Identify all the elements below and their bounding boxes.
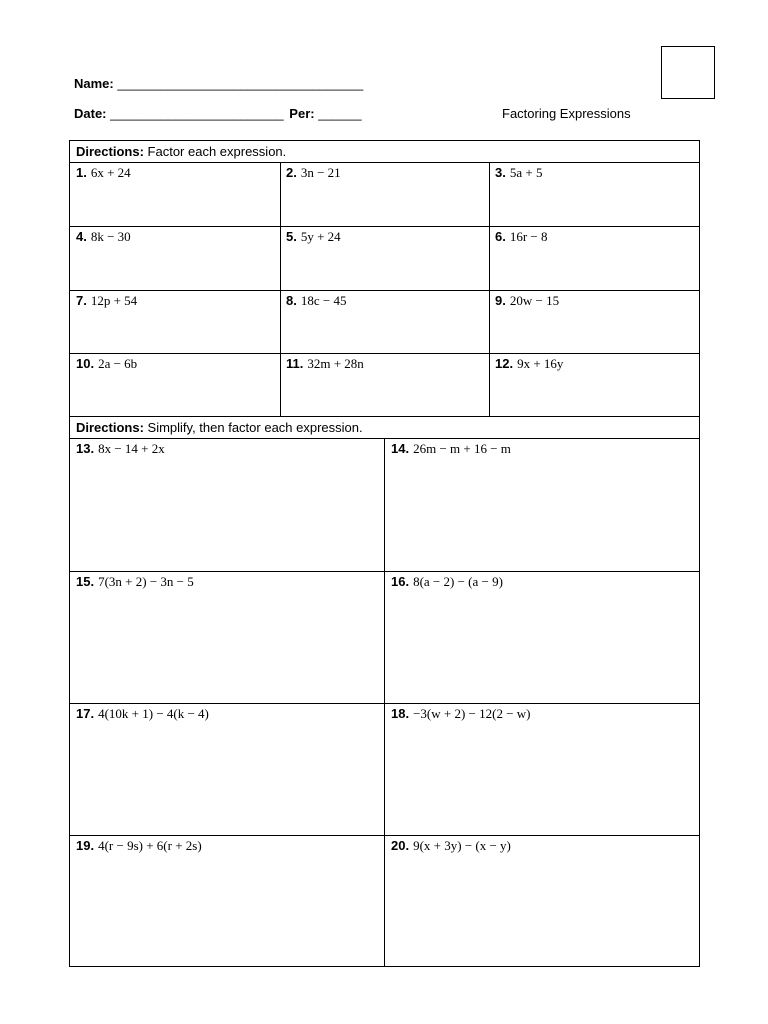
problem-expression: 5a + 5 [509,165,543,180]
problem-expression: 6x + 24 [90,165,131,180]
name-line[interactable] [74,76,363,91]
problem-expression: 8k − 30 [90,229,131,244]
problem-expression: 4(r − 9s) + 6(r + 2s) [98,838,202,853]
problem-number: 1. [76,165,87,180]
directions-2 [70,416,699,439]
problem-15[interactable] [70,572,384,703]
problem-expression: 5y + 24 [300,229,341,244]
per-blank[interactable]: ______ [318,106,362,121]
problem-19[interactable] [70,836,384,966]
name-label: Name: [74,76,114,91]
problem-5[interactable] [280,227,489,290]
problem-expression: 7(3n + 2) − 3n − 5 [98,574,194,589]
problem-expression: 9x + 16y [517,356,564,371]
directions-1 [70,141,699,163]
date-label: Date: [74,106,107,121]
problem-18[interactable] [385,704,699,835]
problem-number: 3. [495,165,506,180]
problem-number: 12. [495,356,514,371]
problem-4[interactable] [70,227,280,290]
problem-expression: 18c − 45 [300,293,347,308]
problem-number: 4. [76,229,87,244]
problem-11[interactable] [280,354,489,417]
worksheet-title: Factoring Expressions [502,106,631,121]
problem-number: 6. [495,229,506,244]
problem-12[interactable] [489,354,699,417]
problem-number: 2. [286,165,297,180]
problem-number: 7. [76,293,87,308]
problem-number: 9. [495,293,506,308]
problem-number: 14. [391,441,410,456]
per-label: Per: [289,106,315,121]
problem-20[interactable] [385,836,699,966]
directions-1-label: Directions: [76,144,144,159]
problem-number: 10. [76,356,95,371]
problem-number: 15. [76,574,95,589]
problem-16[interactable] [385,572,699,703]
problem-expression: 9(x + 3y) − (x − y) [413,838,511,853]
problem-number: 17. [76,706,95,721]
problem-14[interactable] [385,439,699,571]
problem-number: 20. [391,838,410,853]
problem-13[interactable] [70,439,384,571]
problem-number: 18. [391,706,410,721]
worksheet [69,140,700,967]
problem-expression: 32m + 28n [307,356,364,371]
problem-expression: 8x − 14 + 2x [98,441,165,456]
directions-2-label: Directions: [76,420,144,435]
problem-8[interactable] [280,291,489,353]
score-box [661,46,715,99]
problem-expression: 4(10k + 1) − 4(k − 4) [98,706,209,721]
problem-number: 11. [286,356,304,371]
problem-2[interactable] [280,163,489,226]
name-blank[interactable]: __________________________________ [117,76,364,91]
problem-7[interactable] [70,291,280,353]
date-blank[interactable]: ________________________ [110,106,284,121]
problem-expression: 8(a − 2) − (a − 9) [413,574,503,589]
directions-2-text: Simplify, then factor each expression. [147,420,363,435]
problem-number: 13. [76,441,95,456]
directions-1-text: Factor each expression. [147,144,287,159]
problem-number: 19. [76,838,95,853]
problem-1[interactable] [70,163,280,226]
problem-3[interactable] [489,163,699,226]
problem-expression: −3(w + 2) − 12(2 − w) [413,706,531,721]
problem-number: 8. [286,293,297,308]
problem-expression: 12p + 54 [90,293,138,308]
problem-expression: 3n − 21 [300,165,341,180]
problem-10[interactable] [70,354,280,417]
problem-expression: 26m − m + 16 − m [413,441,511,456]
date-line[interactable] [74,106,362,121]
problem-expression: 20w − 15 [509,293,560,308]
problem-number: 5. [286,229,297,244]
problem-9[interactable] [489,291,699,353]
problem-expression: 16r − 8 [509,229,548,244]
problem-6[interactable] [489,227,699,290]
problem-expression: 2a − 6b [98,356,138,371]
problem-number: 16. [391,574,410,589]
problem-17[interactable] [70,704,384,835]
